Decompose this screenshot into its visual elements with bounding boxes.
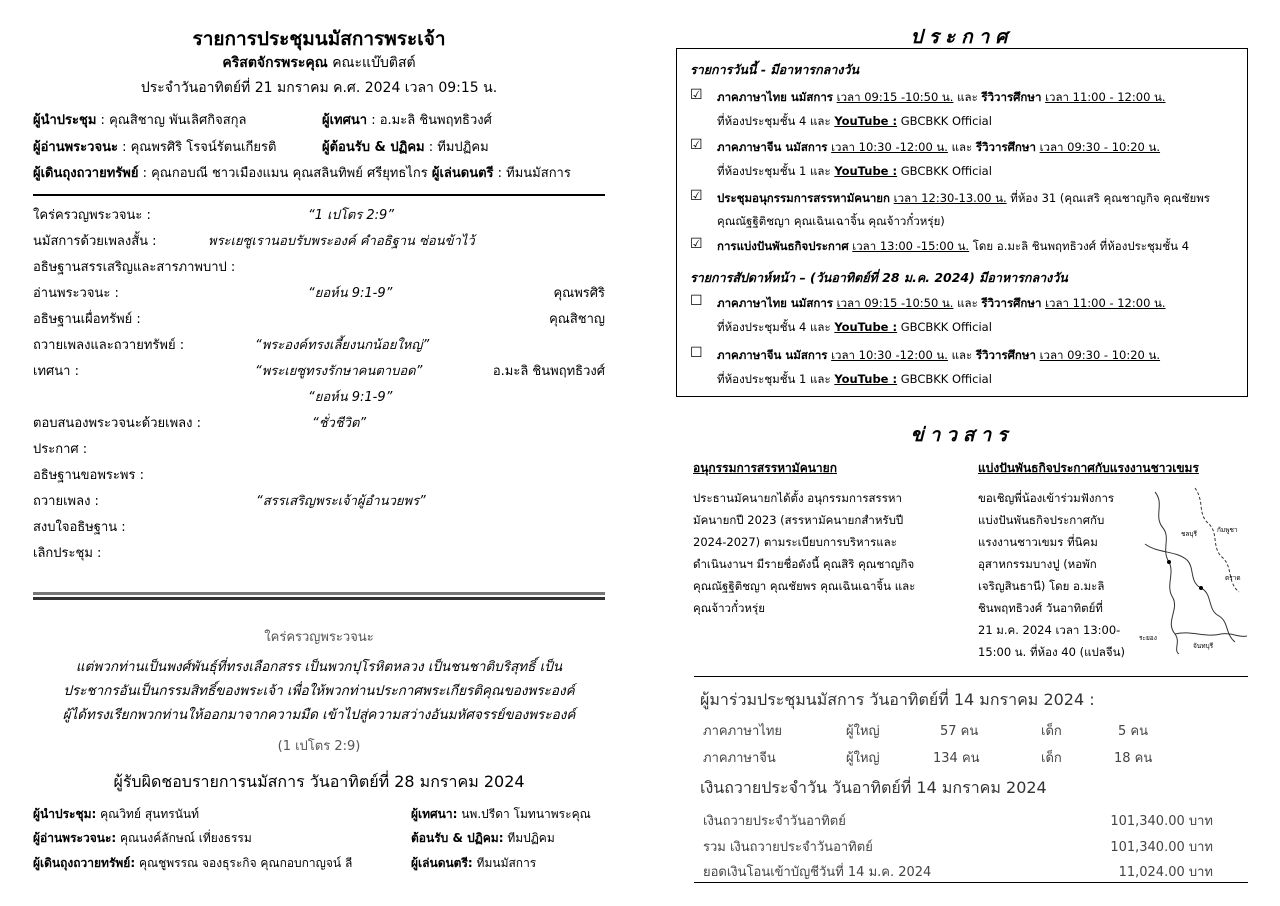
offering-value: 101,340.00 บาท [1110, 814, 1213, 829]
item-time: เวลา 09:30 - 10:20 น. [1039, 140, 1161, 154]
item-and: และ [953, 90, 982, 104]
role-value: คุณนงค์ลักษณ์ เที่ยงธรรม [116, 831, 252, 845]
role-label: ผู้อ่านพระวจนะ [33, 140, 118, 155]
attend-adult-count: 57 คน [940, 724, 979, 739]
church-sub: คณะแบ๊บติสต์ [332, 55, 416, 71]
order-item-name: อธิษฐานสรรเสริญและสารภาพบาป : [33, 260, 236, 275]
item-time: เวลา 12:30-13.00 น. [893, 191, 1007, 205]
item-label: รีวิวารศึกษา [975, 140, 1036, 154]
verse-title: ใคร่ครวญพระวจนะ [264, 630, 374, 645]
role-value: : ทีมปฏิคม [424, 140, 489, 155]
channel-name: GBCBKK Official [897, 114, 992, 128]
announce-item [717, 347, 1160, 365]
divider [694, 882, 1248, 883]
role-value: : อ.มะลิ ชินพฤทธิวงศ์ [367, 113, 492, 128]
item-label: ภาคภาษาจีน นมัสการ [717, 140, 828, 154]
role-label: ผู้นำประชุม: [33, 807, 97, 821]
order-item [33, 360, 605, 384]
order-item [33, 464, 605, 488]
map-image [1135, 484, 1253, 656]
role-preacher [322, 109, 492, 130]
news-line: เจริญสินธานี) โดย อ.มะลิ [978, 579, 1105, 593]
order-item [33, 490, 605, 514]
news-line: แบ่งปันพันธกิจประกาศกับ [978, 513, 1105, 527]
order-item-detail: “ยอห์น 9:1-9” [308, 390, 393, 405]
map-label: จันทบุรี [1193, 642, 1214, 650]
item-label: รีวิวารศึกษา [975, 348, 1036, 362]
checkbox-icon: ☑ [690, 87, 703, 103]
news-title: ข่าวสาร [910, 424, 1014, 446]
next-role [33, 805, 199, 824]
role-label: ผู้อ่านพระวจนะ: [33, 831, 117, 845]
announce-item [717, 89, 1166, 107]
announce-item-place [717, 113, 992, 131]
role-leader [33, 109, 246, 130]
item-and: และ [953, 296, 982, 310]
youtube-link[interactable]: YouTube : [834, 114, 898, 128]
order-item-name: ถวายเพลง : [33, 494, 99, 509]
church-name: คริสตจักรพระคุณ [222, 55, 328, 71]
order-item [33, 334, 605, 358]
checkbox-icon: ☑ [690, 188, 703, 204]
order-item-detail: “สรรเสริญพระเจ้าผู้อำนวยพร” [256, 494, 426, 509]
next-role [411, 829, 555, 848]
checkbox-icon: ☐ [690, 293, 703, 309]
role-value: : คุณกอบณี ชาวเมืองแมน คุณสลินทิพย์ ศรียุทธไกร [138, 166, 428, 181]
item-time: เวลา 09:15 -10:50 น. [836, 296, 954, 310]
news-line: ดำเนินงานฯ มีรายชื่อดังนี้ คุณสิริ คุณชาญกิจ [693, 557, 915, 571]
order-item-name: เลิกประชุม : [33, 546, 102, 561]
order-item-person: อ.มะลิ ชินพฤทธิวงศ์ [492, 364, 605, 379]
item-label: รีวิวารศึกษา [981, 90, 1042, 104]
checkbox-icon: ☑ [690, 236, 703, 252]
order-item-name: นมัสการด้วยเพลงสั้น : [33, 234, 157, 249]
announce-item [717, 190, 1210, 208]
announce-item-place [717, 163, 992, 181]
order-item-detail: “ชั่วชีวิต” [312, 416, 367, 431]
order-item-person: คุณพรศิริ [553, 286, 605, 301]
divider [33, 194, 605, 196]
next-week-heading: รายการสัปดาห์หน้า – (วันอาทิตย์ที่ 28 ม.ค. 2024) มีอาหารกลางวัน [690, 270, 1068, 285]
item-and: และ [947, 140, 976, 154]
divider [694, 676, 1248, 677]
channel-name: GBCBKK Official [897, 164, 992, 178]
channel-name: GBCBKK Official [897, 372, 992, 386]
order-item-person: คุณสิชาญ [549, 312, 605, 327]
order-item-name: อ่านพระวจนะ : [33, 286, 119, 301]
item-time: เวลา 10:30 -12:00 น. [831, 348, 948, 362]
verse-line: ประชากรอันเป็นกรรมสิทธิ์ของพระเจ้า เพื่อให้พวกท่านประกาศพระเกียรติคุณของพระองค์ [63, 683, 575, 699]
item-time: เวลา 11:00 - 12:00 น. [1045, 90, 1166, 104]
announce-item [717, 295, 1166, 313]
order-item-name: เทศนา : [33, 364, 79, 379]
attend-adult-label: ผู้ใหญ่ [846, 724, 880, 739]
announce-item-detail: คุณณัฐฐิติชญา คุณเฉินเฉาจิ้น คุณจ้าวกั๋วหรุ่ย) [717, 214, 945, 228]
announce-item [717, 238, 1189, 256]
order-item-detail: “พระองค์ทรงเลี้ยงนกน้อยใหญ่” [255, 338, 430, 353]
order-item-name: ถวายเพลงและถวายทรัพย์ : [33, 338, 185, 353]
role-label: ผู้ต้อนรับ & ปฏิคม [322, 140, 425, 155]
news-line: อุสาหกรรมบางปู (หอพัก [978, 557, 1097, 571]
verse-text [33, 655, 605, 727]
divider [33, 592, 605, 595]
order-item-detail: พระเยซูเรานอบรับพระองค์ คำอธิฐาน ซ่อนข้าไว้ [208, 234, 475, 249]
verse-line: แต่พวกท่านเป็นพงศ์พันธุ์ที่ทรงเลือกสรร เป็นพวกปุโรหิตหลวง เป็นชนชาติบริสุทธิ์ เป็น [75, 659, 563, 675]
role-value: ทีมปฏิคม [503, 831, 555, 845]
item-label: ประชุมอนุกรรมการสรรหามัคนายก [717, 191, 891, 205]
announce-item-place [717, 371, 992, 389]
item-place: ที่ห้องประชุมชั้น 1 และ [717, 372, 835, 386]
offering-value: 11,024.00 บาท [1118, 865, 1213, 880]
news-line: คุณณัฐฐิติชญา คุณชัยพร คุณเฉินเฉาจิ้น และ [693, 579, 916, 593]
order-item [33, 256, 605, 280]
order-item [33, 412, 605, 436]
news-line: แรงงานชาวเขมร ที่นิคม [978, 535, 1098, 549]
verse-ref: (1 เปโตร 2:9) [277, 739, 361, 754]
order-item-name: อธิษฐานขอพระพร : [33, 468, 144, 483]
announce-item-place [717, 319, 992, 337]
item-time: เวลา 09:15 -10:50 น. [836, 90, 954, 104]
offering-label: ยอดเงินโอนเข้าบัญชีวันที่ 14 ม.ค. 2024 [703, 865, 932, 880]
item-label: รีวิวารศึกษา [981, 296, 1042, 310]
attend-adult-count: 134 คน [933, 751, 980, 766]
order-item-name: อธิษฐานเผื่อทรัพย์ : [33, 312, 141, 327]
checkbox-icon: ☐ [690, 345, 703, 361]
item-and: และ [947, 348, 976, 362]
order-item [33, 542, 605, 566]
role-label: ผู้เทศนา [322, 113, 368, 128]
verse-line: ผู้ได้ทรงเรียกพวกท่านให้ออกมาจากความมืด เข้าไปสู่ความสว่างอันมหัศจรรย์ของพระองค์ [62, 707, 576, 723]
order-item [33, 204, 605, 228]
item-time: เวลา 09:30 - 10:20 น. [1039, 348, 1161, 362]
next-role [33, 829, 252, 848]
role-value: : ทีมนมัสการ [493, 166, 571, 181]
role-label: ผู้เทศนา: [411, 807, 458, 821]
order-item-name: ตอบสนองพระวจนะด้วยเพลง : [33, 416, 201, 431]
news2-body [978, 487, 1125, 663]
role-label: ผู้นำประชุม [33, 113, 97, 128]
news-line: คุณจ้าวกั๋วหรุ่ย [693, 601, 765, 615]
church-name-line [33, 52, 605, 74]
role-label: ผู้เล่นดนตรี [431, 166, 494, 181]
order-item [33, 230, 605, 254]
attend-child-count: 18 คน [1114, 751, 1153, 766]
map-label: กัมพูชา [1217, 526, 1238, 534]
offering-label: รวม เงินถวายประจำวันอาทิตย์ [703, 840, 873, 855]
news2-heading: แบ่งปันพันธกิจประกาศกับแรงงานชาวเขมร [978, 461, 1199, 475]
item-time: เวลา 11:00 - 12:00 น. [1045, 296, 1166, 310]
role-value: : คุณพรศิริ โรจน์รัตนเกียรติ [117, 140, 277, 155]
attend-child-label: เด็ก [1041, 724, 1062, 739]
offering-label: เงินถวายประจำวันอาทิตย์ [703, 814, 846, 829]
order-item-detail: “พระเยซูทรงรักษาคนตาบอด” [255, 364, 423, 379]
order-item-name: ประกาศ : [33, 442, 88, 457]
next-role [33, 854, 352, 873]
youtube-link[interactable]: YouTube : [834, 164, 898, 178]
news-line: 15:00 น. ที่ห้อง 40 (แปลจีน) [978, 645, 1125, 659]
attend-adult-label: ผู้ใหญ่ [846, 751, 880, 766]
role-usher [322, 136, 489, 157]
youtube-link[interactable]: YouTube : [834, 320, 898, 334]
news-line: มัคนายกปี 2023 (สรรหามัคนายกสำหรับปี [693, 513, 904, 527]
service-date: ประจำวันอาทิตย์ที่ 21 มกราคม ค.ศ. 2024 เวลา 09:15 น. [140, 80, 498, 96]
news-line: 21 ม.ค. 2024 เวลา 13:00- [978, 623, 1121, 637]
map-label: ตราด [1225, 574, 1241, 582]
item-place: ที่ห้องประชุมชั้น 4 และ [717, 114, 835, 128]
channel-name: GBCBKK Official [897, 320, 992, 334]
attendance-title: ผู้มาร่วมประชุมนมัสการ วันอาทิตย์ที่ 14 มกราคม 2024 : [700, 690, 1095, 709]
order-item [33, 282, 605, 306]
offering-value: 101,340.00 บาท [1110, 840, 1213, 855]
checkbox-icon: ☑ [690, 137, 703, 153]
role-value: นพ.ปรีดา โมทนาพระคุณ [457, 807, 591, 821]
order-item [33, 386, 605, 410]
order-item-name: สงบใจอธิษฐาน : [33, 520, 126, 535]
role-label: ผู้เดินถุงถวายทรัพย์: [33, 856, 136, 870]
next-role [411, 805, 591, 824]
announcement-box [676, 48, 1248, 397]
item-label: ภาคภาษาไทย นมัสการ [717, 90, 833, 104]
news1-heading: อนุกรรมการสรรหามัคนายก [693, 461, 837, 475]
map-label: ชลบุรี [1181, 530, 1198, 538]
item-place: ที่ห้องประชุมชั้น 1 และ [717, 164, 835, 178]
order-item [33, 438, 605, 462]
role-value: คุณชูพรรณ จองธุระกิจ คุณกอบกาญจน์ ลี [135, 856, 353, 870]
role-value: : คุณสิชาญ พันเลิศกิจสกุล [96, 113, 247, 128]
item-label: ภาคภาษาจีน นมัสการ [717, 348, 828, 362]
role-reader [33, 136, 276, 157]
announce-item [717, 139, 1160, 157]
order-item-detail: “ยอห์น 9:1-9” [308, 286, 393, 301]
item-label: ภาคภาษาไทย นมัสการ [717, 296, 833, 310]
map-label: ระยอง [1139, 634, 1157, 642]
offering-title: เงินถวายประจำวัน วันอาทิตย์ที่ 14 มกราคม 2024 [700, 778, 1047, 797]
role-value: ทีมนมัสการ [472, 856, 537, 870]
divider [33, 597, 605, 600]
news1-body [693, 487, 915, 619]
role-label: ผู้เดินถุงถวายทรัพย์ [33, 166, 139, 181]
item-place: ที่ห้องประชุมชั้น 4 และ [717, 320, 835, 334]
item-detail: โดย อ.มะลิ ชินพฤทธิวงศ์ ที่ห้องประชุมชั้น 4 [969, 239, 1190, 253]
attend-child-label: เด็ก [1041, 751, 1062, 766]
item-time: เวลา 10:30 -12:00 น. [831, 140, 948, 154]
news-line: ชินพฤทธิวงศ์ วันอาทิตย์ที่ [978, 601, 1103, 615]
role-offering [33, 162, 571, 183]
item-label: การแบ่งปันพันธกิจประกาศ [717, 239, 849, 253]
today-heading: รายการวันนี้ - มีอาหารกลางวัน [690, 62, 860, 77]
order-item [33, 516, 605, 540]
youtube-link[interactable]: YouTube : [834, 372, 898, 386]
news-line: 2024-2027) ตามระเบียบการบริหารและ [693, 535, 897, 549]
role-value: คุณวิทย์ สุนทรนันท์ [96, 807, 200, 821]
attend-child-count: 5 คน [1118, 724, 1148, 739]
role-label: ต้อนรับ & ปฏิคม: [411, 831, 504, 845]
attend-lang: ภาคภาษาไทย [703, 724, 783, 739]
order-item-name: ใคร่ครวญพระวจนะ : [33, 208, 151, 223]
role-label: ผู้เล่นดนตรี: [411, 856, 473, 870]
news-line: ขอเชิญพี่น้องเข้าร่วมฟังการ [978, 491, 1115, 505]
order-item [33, 308, 605, 332]
news-line: ประธานมัคนายกได้ตั้ง อนุกรรมการสรรหา [693, 491, 902, 505]
next-week-title: ผู้รับผิดชอบรายการนมัสการ วันอาทิตย์ที่ 28 มกราคม 2024 [113, 772, 525, 791]
item-detail: ที่ห้อง 31 (คุณเสริ คุณชาญกิจ คุณชัยพร [1006, 191, 1210, 205]
next-role [411, 854, 536, 873]
announce-title: ประกาศ [910, 26, 1014, 48]
order-item-detail: “1 เปโตร 2:9” [308, 208, 395, 223]
bulletin-title: รายการประชุมนมัสการพระเจ้า [192, 28, 446, 50]
attend-lang: ภาคภาษาจีน [703, 751, 776, 766]
item-time: เวลา 13:00 -15:00 น. [852, 239, 970, 253]
